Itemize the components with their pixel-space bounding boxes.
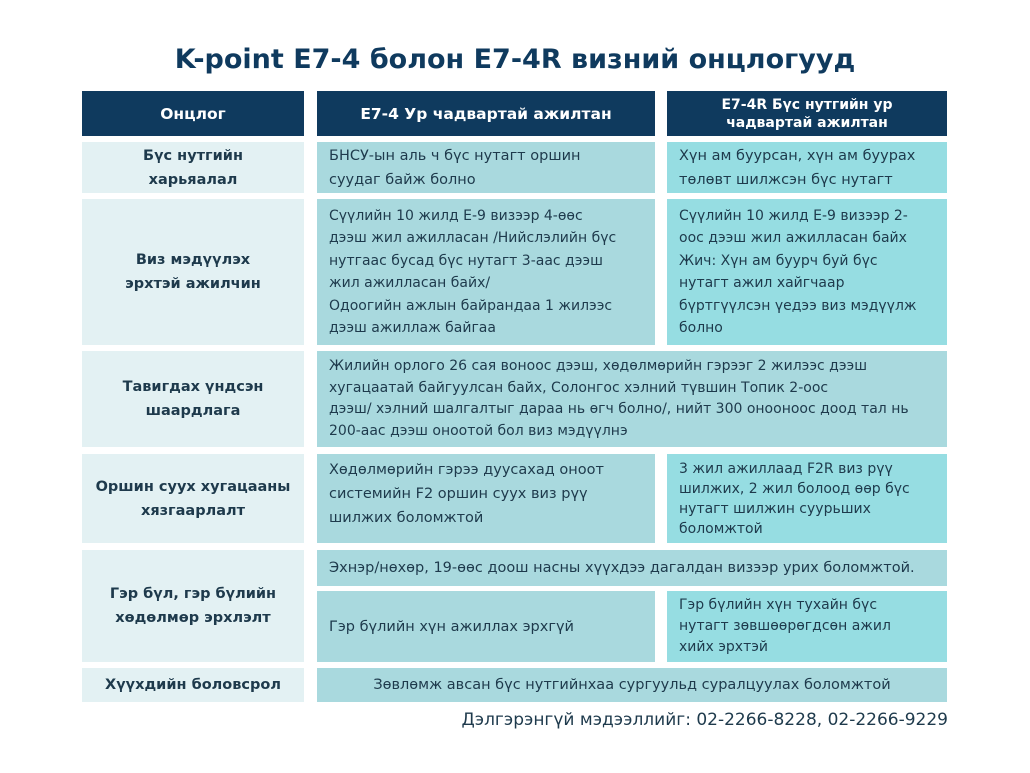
cell-stay-e74r-text: 3 жил ажиллаад F2R виз рүү шилжих, 2 жил болоод өөр бүс нутагт шилжин суурьших боломжтой bbox=[679, 460, 910, 537]
cell-family-e74-text: Гэр бүлийн хүн ажиллах эрхгүй bbox=[329, 618, 574, 635]
cell-worker-e74r bbox=[667, 199, 947, 345]
cell-region-e74r bbox=[667, 142, 947, 193]
header-e74 bbox=[317, 91, 655, 136]
row-label-requirements bbox=[82, 351, 304, 447]
cell-education-text: Зөвлөмж авсан бүс нутгийнхаа сургуульд суралцуулах боломжтой bbox=[373, 677, 891, 693]
header-feature bbox=[82, 91, 304, 136]
row-label-family bbox=[82, 550, 304, 662]
page-title: K-point E7-4 болон E7-4R визний онцлогууд bbox=[174, 44, 856, 75]
row-label-region bbox=[82, 142, 304, 193]
cell-family-e74r bbox=[667, 591, 947, 662]
cell-worker-e74-text: Сүүлийн 10 жилд E-9 визээр 4-өөс дээш жил ажилласан /Нийслэлийн бүс нутгаас бусад бүс нутагт 3-аас дээш жил ажилласан байх/ Одоогийн ажлын байрандаа 1 жилээс дээш ажиллаж байгаа bbox=[329, 207, 617, 336]
row-label-family-text: Гэр бүл, гэр бүлийн хөдөлмөр эрхлэлт bbox=[109, 586, 277, 626]
row-label-worker-text: Виз мэдүүлэх эрхтэй ажилчин bbox=[125, 252, 261, 292]
row-label-stay bbox=[82, 454, 304, 543]
row-label-requirements-text: Тавигдах үндсэн шаардлага bbox=[122, 379, 264, 419]
row-label-stay-text: Оршин суух хугацааны хязгаарлалт bbox=[95, 478, 291, 519]
header-feature-label: Онцлог bbox=[160, 104, 226, 123]
cell-family-merged bbox=[317, 550, 947, 586]
cell-worker-e74r-text: Сүүлийн 10 жилд E-9 визээр 2- оос дээш жил ажилласан байх Жич: Хүн ам буурч буй бүс нутагт ажил хайгчаар бүртгүүлсэн үедээ виз мэдүүлж болно bbox=[679, 207, 917, 336]
cell-region-e74-text: БНСУ-ын аль ч бүс нутагт оршин суудаг байж болно bbox=[329, 147, 581, 188]
cell-requirements-text: Жилийн орлого 26 сая воноос дээш, хөдөлмөрийн гэрээг 2 жилээс дээш хугацаатай байгуулсан байх, Солонгос хэлний түвшин Топик 2-оос дээш/ хэлний шалгалтыг дараа нь өгч болно/, нийт 300 онооноос доод тал нь 200-аас дээш оноотой бол виз мэдүүлнэ bbox=[329, 358, 909, 439]
header-e74-label: E7-4 Ур чадвартай ажилтан bbox=[360, 104, 612, 123]
cell-family-e74r-text: Гэр бүлийн хүн тухайн бүс нутагт зөвшөөрөгдсөн ажил хийх эрхтэй bbox=[679, 597, 891, 655]
header-e74r bbox=[667, 91, 947, 136]
header-e74r-label: E7-4R Бүс нутгийн ур чадвартай ажилтан bbox=[721, 96, 893, 131]
contact-footer: Дэлгэрэнгүй мэдээллийг: 02-2266-8228, 02-2266-9229 bbox=[461, 710, 948, 730]
cell-requirements-merged bbox=[317, 351, 947, 447]
row-label-education bbox=[82, 668, 304, 702]
cell-education-merged bbox=[317, 668, 947, 702]
cell-family-merged-text: Эхнэр/нөхөр, 19-өөс доош насны хүүхдээ дагалдан визээр урих боломжтой. bbox=[329, 560, 915, 576]
cell-stay-e74-text: Хөдөлмөрийн гэрээ дуусахад оноот системийн F2 оршин суух виз рүү шилжих боломжтой bbox=[329, 462, 604, 526]
row-label-education-text: Хүүхдийн боловсрол bbox=[105, 677, 281, 693]
cell-region-e74r-text: Хүн ам буурсан, хүн ам буурах төлөвт шилжсэн бүс нутагт bbox=[679, 147, 916, 188]
row-label-region-text: Бүс нутгийн харьяалал bbox=[143, 147, 243, 188]
cell-stay-e74 bbox=[317, 454, 655, 543]
cell-family-e74 bbox=[317, 591, 655, 662]
cell-stay-e74r bbox=[667, 454, 947, 543]
cell-worker-e74 bbox=[317, 199, 655, 345]
row-label-worker bbox=[82, 199, 304, 345]
cell-region-e74 bbox=[317, 142, 655, 193]
